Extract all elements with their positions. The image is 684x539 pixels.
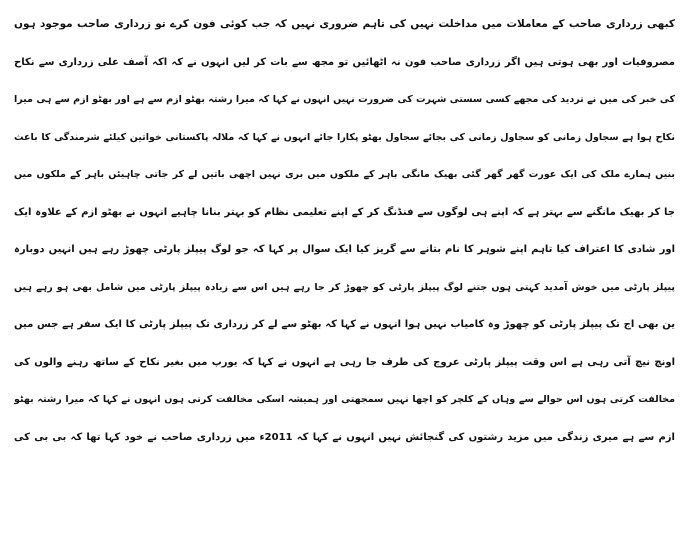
article-line: کی خبر کی میں نے تردید کی مجھے کسی سستی شہرت کی ضرورت نہیں انہوں نے کہا کہ میرا رشتہ بھٹو ازم سے ہے اور بھٹو ازم سے ہی میرا xyxy=(14,94,675,105)
article-line: مصروفیات اور بھی ہوتی ہیں اگر زرداری صاحب فون نہ اٹھائیں تو مجھ سے بات کر لیں انہوں نے کہ اکہ آصف علی زرداری سے نکاح xyxy=(14,56,675,68)
article-line: مخالفت کرتی ہوں اس حوالے سے وہاں کے کلچر کو اچھا نہیں سمجھتی اور ہمیشہ اسکی مخالفت کرتی ہوں انہوں نے کہا کہ میرا رشتہ بھٹو xyxy=(14,394,675,405)
article-line: جا کر بھیک مانگنے سے بہتر ہے کہ اپنے ہی لوگوں سے فنڈنگ کر کے اپنے تعلیمی نظام کو بہتر بنانا چاہیے انہوں نے بھٹو ازم کے علاوہ ایک xyxy=(14,206,675,218)
article-line: بنیں ہمارے ملک کی ایک عورت گھر گھر گئی بھیک مانگی باہر کے ملکوں میں بری نہیں اچھی باتیں لے کر جاتی چاہیئں باہر کے ملکوں میں xyxy=(14,169,675,180)
article-line: کبھی زرداری صاحب کے معاملات میں مداخلت نہیں کی تاہم ضروری نہیں کہ جب کوئی فون کرے تو زرداری صاحب موجود ہوں xyxy=(14,18,675,30)
article-line: ین بھی اج تک پیپلز پارٹی کو چھوڑ وہ کامیاب نہیں ہوا انہوں نے کہا کہ بھٹو سے لے کر زرداری تک پیپلز پارٹی کا ایک سفر ہے جس میں xyxy=(14,319,675,330)
article-line: اور شادی کا اعتراف کیا تاہم اپنے شوہر کا نام بتانے سے گریز کیا ایک سوال پر کہا کہ جو لوگ پیپلز پارٹی چھوڑ رہے ہیں انہیں دوبارہ xyxy=(14,244,675,255)
article-line: ازم سے ہے میری زندگی میں مزید رشتوں کی گنجائش نہیں انہوں نے کہا کہ 2011ء میں زرداری صاحب نے خود کہا تھا کہ بی بی کی xyxy=(14,431,675,443)
article-line: پیپلز پارٹی میں خوش آمدید کہتی ہوں جتنے لوگ پیپلز پارٹی کو چھوڑ کر جا رہے ہیں اس سے زیادہ پیپلز پارٹی میں شامل بھی ہو رہے ہیں xyxy=(14,281,675,293)
article-body xyxy=(14,6,675,456)
article-line: نکاح ہوا ہے سجاول زمانی کو سجاول زمانی کی بجائے سجاول بھٹو پکارا جائے انہوں نے کہا کہ ملالہ پاکستانی خواتین کیلئے شرمندگی کا باعث xyxy=(14,131,675,143)
article-line: اونچ نیچ آتی رہی ہے اس وقت پیپلز پارٹی عروج کی طرف جا رہی ہے انہوں نے کہا کہ یورپ میں بغیر نکاح کے ساتھ رہنے والوں کی xyxy=(14,356,675,368)
